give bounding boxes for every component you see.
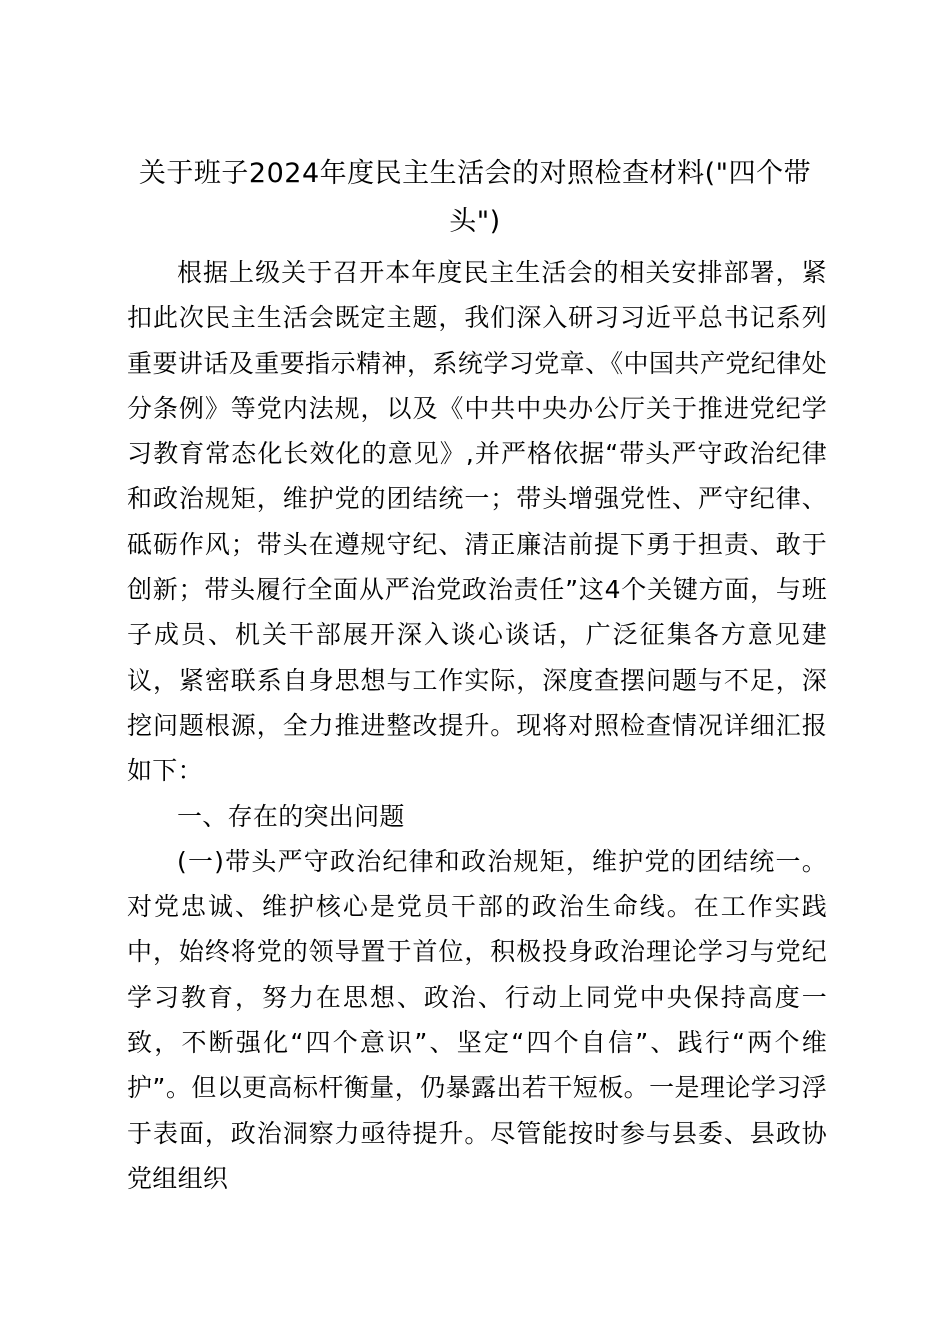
- intro-paragraph: 根据上级关于召开本年度民主生活会的相关安排部署，紧扣此次民主生活会既定主题，我们深入研习习近平总书记系列重要讲话及重要指示精神，系统学习党章、《中国共产党纪律处分条例》等党内法规，以及《中共中央办公厅关于推进党纪学习教育常态化长效化的意见》,并严格依据“带头严守政治纪律和政治规矩，维护党的团结统一；带头增强党性、严守纪律、砥砺作风；带头在遵规守纪、清正廉洁前提下勇于担责、敢于创新；带头履行全面从严治党政治责任”这4个关键方面，与班子成员、机关干部展开深入谈心谈话，广泛征集各方意见建议，紧密联系自身思想与工作实际，深度查摆问题与不足，深挖问题根源，全力推进整改提升。现将对照检查情况详细汇报如下：: [127, 258, 827, 786]
- document-title: 关于班子2024年度民主生活会的对照检查材料("四个带头"): [138, 158, 812, 237]
- section-heading: 一、存在的突出问题: [177, 801, 405, 831]
- subsection-paragraph: (一)带头严守政治纪律和政治规矩，维护党的团结统一。对党忠诚、维护核心是党员干部的政治生命线。在工作实践中，始终将党的领导置于首位，积极投身政治理论学习与党纪学习教育，努力在思想、政治、行动上同党中央保持高度一致，不断强化“四个意识”、坚定“四个自信”、践行“两个维护”。但以更高标杆衡量，仍暴露出若干短板。一是理论学习浮于表面，政治洞察力亟待提升。尽管能按时参与县委、县政协党组组织: [127, 846, 827, 1193]
- document-body: [127, 250, 827, 1201]
